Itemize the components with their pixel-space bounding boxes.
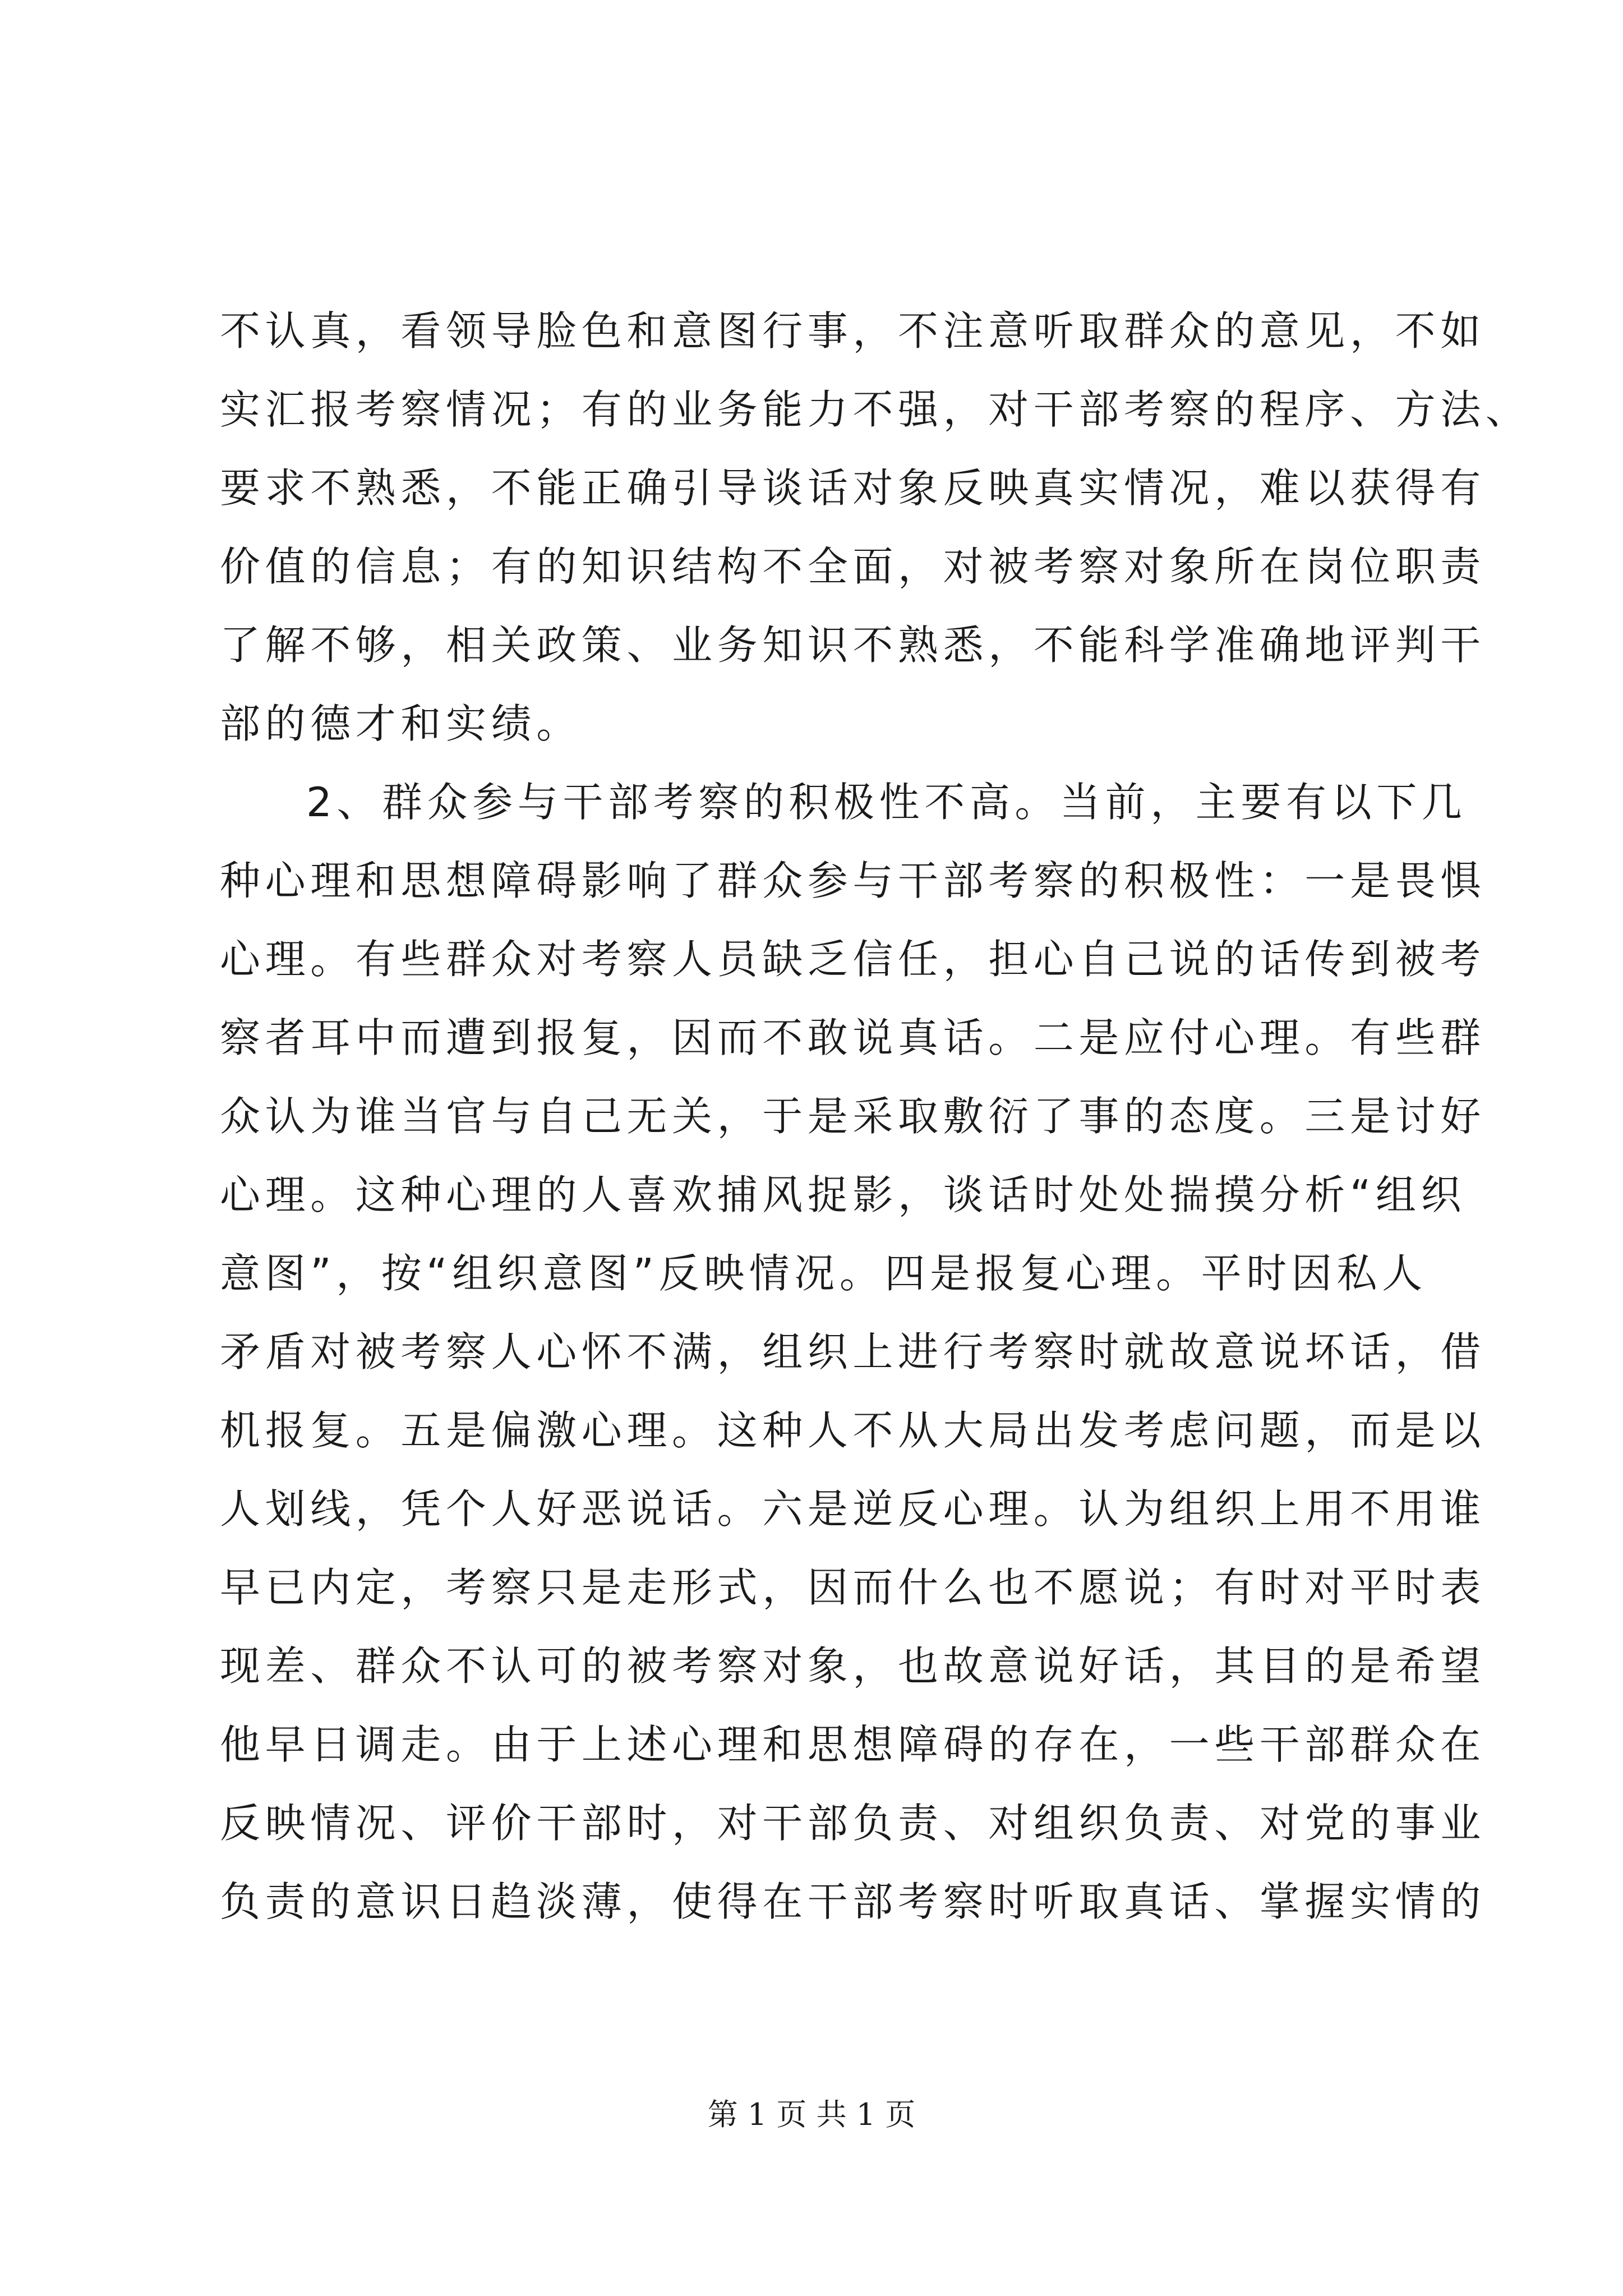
page-number-label: 第 1 页 共 1 页: [707, 2097, 916, 2132]
text-line: 部的德才和实绩。: [220, 700, 582, 747]
text-line: 了解不够，相关政策、业务知识不熟悉，不能科学准确地评判干: [220, 622, 1486, 669]
text-line: 意图”，按“组织意图”反映情况。四是报复心理。平时因私人: [220, 1250, 1427, 1297]
text-line: 心理。有些群众对考察人员缺乏信任，担心自己说的话传到被考: [220, 936, 1486, 983]
paragraph-2: [220, 763, 1486, 1941]
text-line: 早已内定，考察只是走形式，因而什么也不愿说；有时对平时表: [220, 1564, 1486, 1611]
page-footer: [0, 2092, 1623, 2137]
text-line: 矛盾对被考察人心怀不满，组织上进行考察时就故意说坏话，借: [220, 1328, 1486, 1375]
text-line: 反映情况、评价干部时，对干部负责、对组织负责、对党的事业: [220, 1800, 1486, 1847]
text-line: 实汇报考察情况；有的业务能力不强，对干部考察的程序、方法、: [220, 386, 1531, 433]
text-line: 众认为谁当官与自己无关，于是采取敷衍了事的态度。三是讨好: [220, 1093, 1486, 1140]
text-line: 现差、群众不认可的被考察对象，也故意说好话，其目的是希望: [220, 1642, 1486, 1690]
text-line: 人划线，凭个人好恶说话。六是逆反心理。认为组织上用不用谁: [220, 1485, 1486, 1533]
paragraph-1: [220, 292, 1531, 763]
text-line: 要求不熟悉，不能正确引导谈话对象反映真实情况，难以获得有: [220, 464, 1486, 512]
text-line: 察者耳中而遭到报复，因而不敢说真话。二是应付心理。有些群: [220, 1014, 1486, 1061]
text-line: 价值的信息；有的知识结构不全面，对被考察对象所在岗位职责: [220, 543, 1486, 590]
text-line: 他早日调走。由于上述心理和思想障碍的存在，一些干部群众在: [220, 1721, 1486, 1768]
text-line: 负责的意识日趋淡薄，使得在干部考察时听取真话、掌握实情的: [220, 1878, 1486, 1925]
document-body: [220, 292, 1531, 1941]
text-line: 心理。这种心理的人喜欢捕风捉影，谈话时处处揣摸分析“组织: [220, 1171, 1467, 1218]
text-line: 不认真，看领导脸色和意图行事，不注意听取群众的意见，不如: [220, 307, 1486, 355]
text-line: 2、群众参与干部考察的积极性不高。当前，主要有以下几: [306, 779, 1467, 826]
text-line: 机报复。五是偏激心理。这种人不从大局出发考虑问题，而是以: [220, 1407, 1486, 1454]
text-line: 种心理和思想障碍影响了群众参与干部考察的积极性：一是畏惧: [220, 857, 1486, 904]
